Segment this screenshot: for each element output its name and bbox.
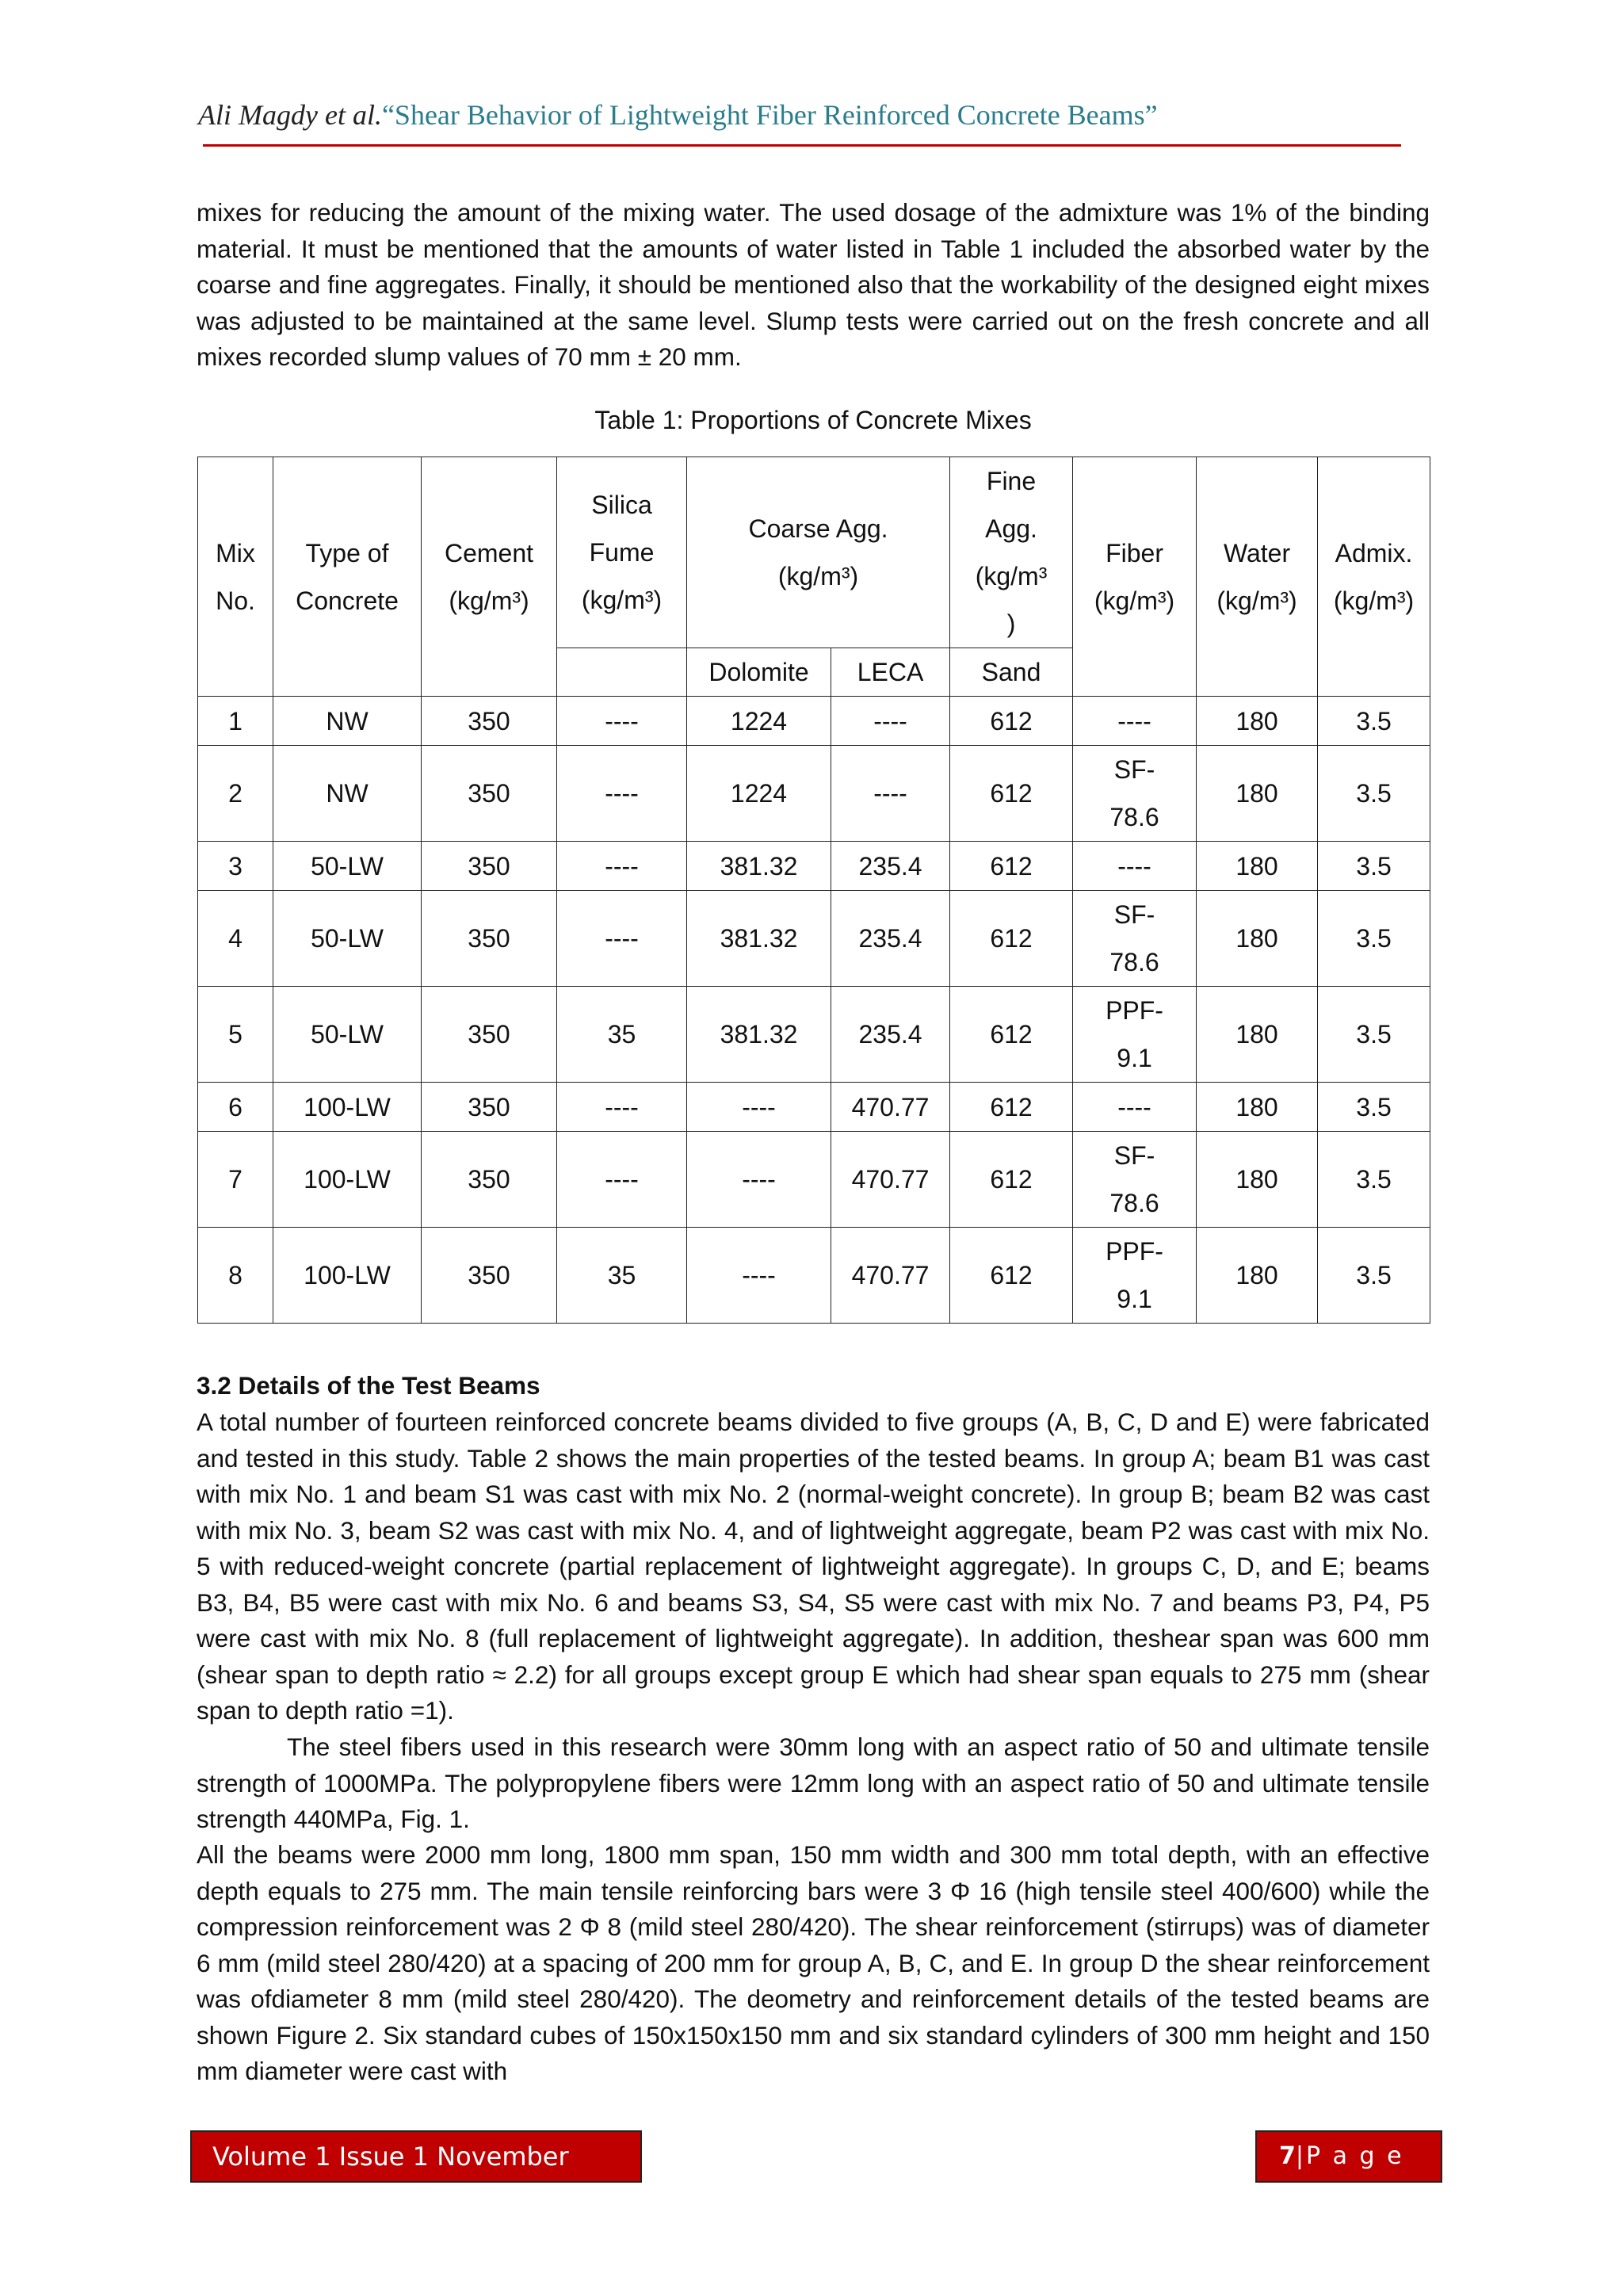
header-leca: LECA bbox=[831, 648, 950, 697]
header-cement: Cement (kg/m³) bbox=[422, 457, 557, 697]
table-cell: 350 bbox=[422, 891, 557, 987]
table-cell: 180 bbox=[1197, 1132, 1318, 1228]
header-authors: Ali Magdy et al. bbox=[198, 99, 382, 131]
table-cell: 180 bbox=[1197, 891, 1318, 987]
table-cell: 612 bbox=[950, 987, 1073, 1083]
table-row bbox=[198, 1083, 1430, 1132]
table-cell: 2 bbox=[198, 746, 273, 842]
page-number: 7 bbox=[1279, 2142, 1296, 2170]
header-admix: Admix. (kg/m³) bbox=[1318, 457, 1430, 697]
table-cell: 180 bbox=[1197, 1083, 1318, 1132]
table-cell: 470.77 bbox=[831, 1132, 950, 1228]
table-cell: 100-LW bbox=[273, 1228, 422, 1324]
table-cell: ---- bbox=[831, 697, 950, 746]
table-cell: 100-LW bbox=[273, 1132, 422, 1228]
table-cell: 3.5 bbox=[1318, 987, 1430, 1083]
table-header-row bbox=[198, 457, 1430, 648]
footer-page-number bbox=[1255, 2130, 1442, 2183]
table-cell: 7 bbox=[198, 1132, 273, 1228]
table-row bbox=[198, 746, 1430, 842]
table-cell: ---- bbox=[831, 746, 950, 842]
table-cell: NW bbox=[273, 697, 422, 746]
header-fiber: Fiber (kg/m³) bbox=[1073, 457, 1197, 697]
table-cell: 50-LW bbox=[273, 987, 422, 1083]
table-cell: 3.5 bbox=[1318, 1083, 1430, 1132]
table-cell: 3.5 bbox=[1318, 842, 1430, 891]
table-cell: 381.32 bbox=[687, 891, 831, 987]
table-cell: ---- bbox=[1073, 697, 1197, 746]
table-row bbox=[198, 697, 1430, 746]
mix-proportions-table bbox=[197, 457, 1430, 1324]
table-cell: 350 bbox=[422, 842, 557, 891]
table-cell: 8 bbox=[198, 1228, 273, 1324]
header-title: “Shear Behavior of Lightweight Fiber Reinforced Concrete Beams” bbox=[381, 99, 1158, 131]
table-caption: Table 1: Proportions of Concrete Mixes bbox=[594, 406, 1032, 434]
header-silica-blank bbox=[557, 648, 687, 697]
table-cell: ---- bbox=[557, 746, 687, 842]
running-header bbox=[198, 95, 1403, 135]
paragraph-2: A total number of fourteen reinforced concrete beams divided to five groups (A, B, C, D and E) were fabricated and tested in this study. Table 2 shows the main properties of the tested beams. In group A; beam B1 was cast with mix No. 1 and beam S1 was cast with mix No. 2 (normal-weight concrete). In group B; beam B2 was cast with mix No. 3, beam S2 was cast with mix No. 4, and of lightweight aggregate, beam P2 was cast with mix No. 5 with reduced-weight concrete (partial replacement of lightweight aggregate). In groups C, D, and E; beams B3, B4, B5 were cast with mix No. 6 and beams S3, S4, S5 were cast with mix No. 7 and beams P3, P4, P5 were cast with mix No. 8 (full replacement of lightweight aggregate). In addition, theshear span was 600 mm (shear span to depth ratio ≈ 2.2) for all groups except group E which had shear span equals to 275 mm (shear span to depth ratio =1). bbox=[197, 1408, 1430, 1725]
table-row bbox=[198, 842, 1430, 891]
table-cell: 235.4 bbox=[831, 987, 950, 1083]
header-silica-fume: Silica Fume (kg/m³) bbox=[557, 457, 687, 648]
table-cell: 1224 bbox=[687, 697, 831, 746]
table-cell: NW bbox=[273, 746, 422, 842]
table-cell: ---- bbox=[557, 891, 687, 987]
header-dolomite: Dolomite bbox=[687, 648, 831, 697]
table-cell: 612 bbox=[950, 697, 1073, 746]
table-cell: 235.4 bbox=[831, 891, 950, 987]
table-cell: ---- bbox=[557, 1132, 687, 1228]
table-cell: 50-LW bbox=[273, 891, 422, 987]
table-row bbox=[198, 1228, 1430, 1324]
table-cell: PPF- 9.1 bbox=[1073, 987, 1197, 1083]
table-cell: 180 bbox=[1197, 842, 1318, 891]
table-cell: 381.32 bbox=[687, 987, 831, 1083]
table-cell: ---- bbox=[557, 697, 687, 746]
table-cell: 1 bbox=[198, 697, 273, 746]
footer-volume: Volume 1 Issue 1 November 2017 bbox=[190, 2130, 642, 2183]
table-cell: 100-LW bbox=[273, 1083, 422, 1132]
paragraph-3: The steel fibers used in this research were 30mm long with an aspect ratio of 50 and ultimate tensile strength of 1000MPa. The polypropylene fibers were 12mm long with an aspect ratio of 50 and ultimate tensile strength 440MPa, Fig. 1. bbox=[197, 1733, 1430, 1833]
table-cell: 612 bbox=[950, 1083, 1073, 1132]
paragraph-1: mixes for reducing the amount of the mixing water. The used dosage of the admixture was 1% of the binding material. It must be mentioned that the amounts of water listed in Table 1 included the absorbed water by the coarse and fine aggregates. Finally, it should be mentioned also that the workability of the designed eight mixes was adjusted to be maintained at the same level. Slump tests were carried out on the fresh concrete and all mixes recorded slump values of 70 mm ± 20 mm. bbox=[197, 198, 1430, 371]
table-cell: 180 bbox=[1197, 746, 1318, 842]
table-cell: 612 bbox=[950, 1228, 1073, 1324]
table-cell: 381.32 bbox=[687, 842, 831, 891]
header-type: Type of Concrete bbox=[273, 457, 422, 697]
table-cell: ---- bbox=[1073, 842, 1197, 891]
table-cell: 612 bbox=[950, 746, 1073, 842]
table-cell: ---- bbox=[687, 1132, 831, 1228]
table-cell: ---- bbox=[687, 1083, 831, 1132]
table-cell: 470.77 bbox=[831, 1228, 950, 1324]
table-cell: 3.5 bbox=[1318, 1132, 1430, 1228]
table-cell: 6 bbox=[198, 1083, 273, 1132]
table-cell: 1224 bbox=[687, 746, 831, 842]
table-cell: 470.77 bbox=[831, 1083, 950, 1132]
table-cell: 3.5 bbox=[1318, 746, 1430, 842]
table-cell: 3.5 bbox=[1318, 891, 1430, 987]
table-cell: 4 bbox=[198, 891, 273, 987]
table-cell: ---- bbox=[557, 1083, 687, 1132]
table-cell: 180 bbox=[1197, 1228, 1318, 1324]
table-cell: 3 bbox=[198, 842, 273, 891]
table-cell: 350 bbox=[422, 746, 557, 842]
table-cell: 180 bbox=[1197, 697, 1318, 746]
table-cell: 350 bbox=[422, 1132, 557, 1228]
table-cell: 3.5 bbox=[1318, 1228, 1430, 1324]
table-row bbox=[198, 891, 1430, 987]
table-cell: 350 bbox=[422, 1083, 557, 1132]
table-cell: PPF- 9.1 bbox=[1073, 1228, 1197, 1324]
header-coarse-agg: Coarse Agg. (kg/m³) bbox=[687, 457, 950, 648]
table-cell: 180 bbox=[1197, 987, 1318, 1083]
header-divider bbox=[203, 144, 1401, 147]
table-cell: ---- bbox=[1073, 1083, 1197, 1132]
table-cell: 5 bbox=[198, 987, 273, 1083]
table-cell: 35 bbox=[557, 1228, 687, 1324]
table-cell: 50-LW bbox=[273, 842, 422, 891]
table-cell: 35 bbox=[557, 987, 687, 1083]
table-cell: 3.5 bbox=[1318, 697, 1430, 746]
header-mix-no: Mix No. bbox=[198, 457, 273, 697]
table-cell: ---- bbox=[687, 1228, 831, 1324]
table-cell: 612 bbox=[950, 1132, 1073, 1228]
table-cell: SF- 78.6 bbox=[1073, 1132, 1197, 1228]
page-label: |P a g e bbox=[1295, 2142, 1404, 2170]
table-cell: 235.4 bbox=[831, 842, 950, 891]
header-water: Water (kg/m³) bbox=[1197, 457, 1318, 697]
section-heading: 3.2 Details of the Test Beams bbox=[197, 1371, 540, 1400]
table-cell: 350 bbox=[422, 1228, 557, 1324]
table-row bbox=[198, 1132, 1430, 1228]
table-cell: 612 bbox=[950, 842, 1073, 891]
table-cell: 612 bbox=[950, 891, 1073, 987]
table-cell: SF- 78.6 bbox=[1073, 746, 1197, 842]
table-cell: 350 bbox=[422, 987, 557, 1083]
header-fine-agg: Fine Agg. (kg/m³ ) bbox=[950, 457, 1073, 648]
table-cell: 350 bbox=[422, 697, 557, 746]
header-sand: Sand bbox=[950, 648, 1073, 697]
table-cell: SF- 78.6 bbox=[1073, 891, 1197, 987]
paragraph-4: All the beams were 2000 mm long, 1800 mm span, 150 mm width and 300 mm total depth, with an effective depth equals to 275 mm. The main tensile reinforcing bars were 3 Φ 16 (high tensile steel 400/600) while the compression reinforcement was 2 Φ 8 (mild steel 280/420). The shear reinforcement (stirrups) was of diameter 6 mm (mild steel 280/420) at a spacing of 200 mm for group A, B, C, and E. In group D the shear reinforcement was ofdiameter 8 mm (mild steel 280/420). The deometry and reinforcement details of the tested beams are shown Figure 2. Six standard cubes of 150x150x150 mm and six standard cylinders of 300 mm height and 150 mm diameter were cast with bbox=[197, 1840, 1430, 2085]
table-cell: ---- bbox=[557, 842, 687, 891]
table-row bbox=[198, 987, 1430, 1083]
